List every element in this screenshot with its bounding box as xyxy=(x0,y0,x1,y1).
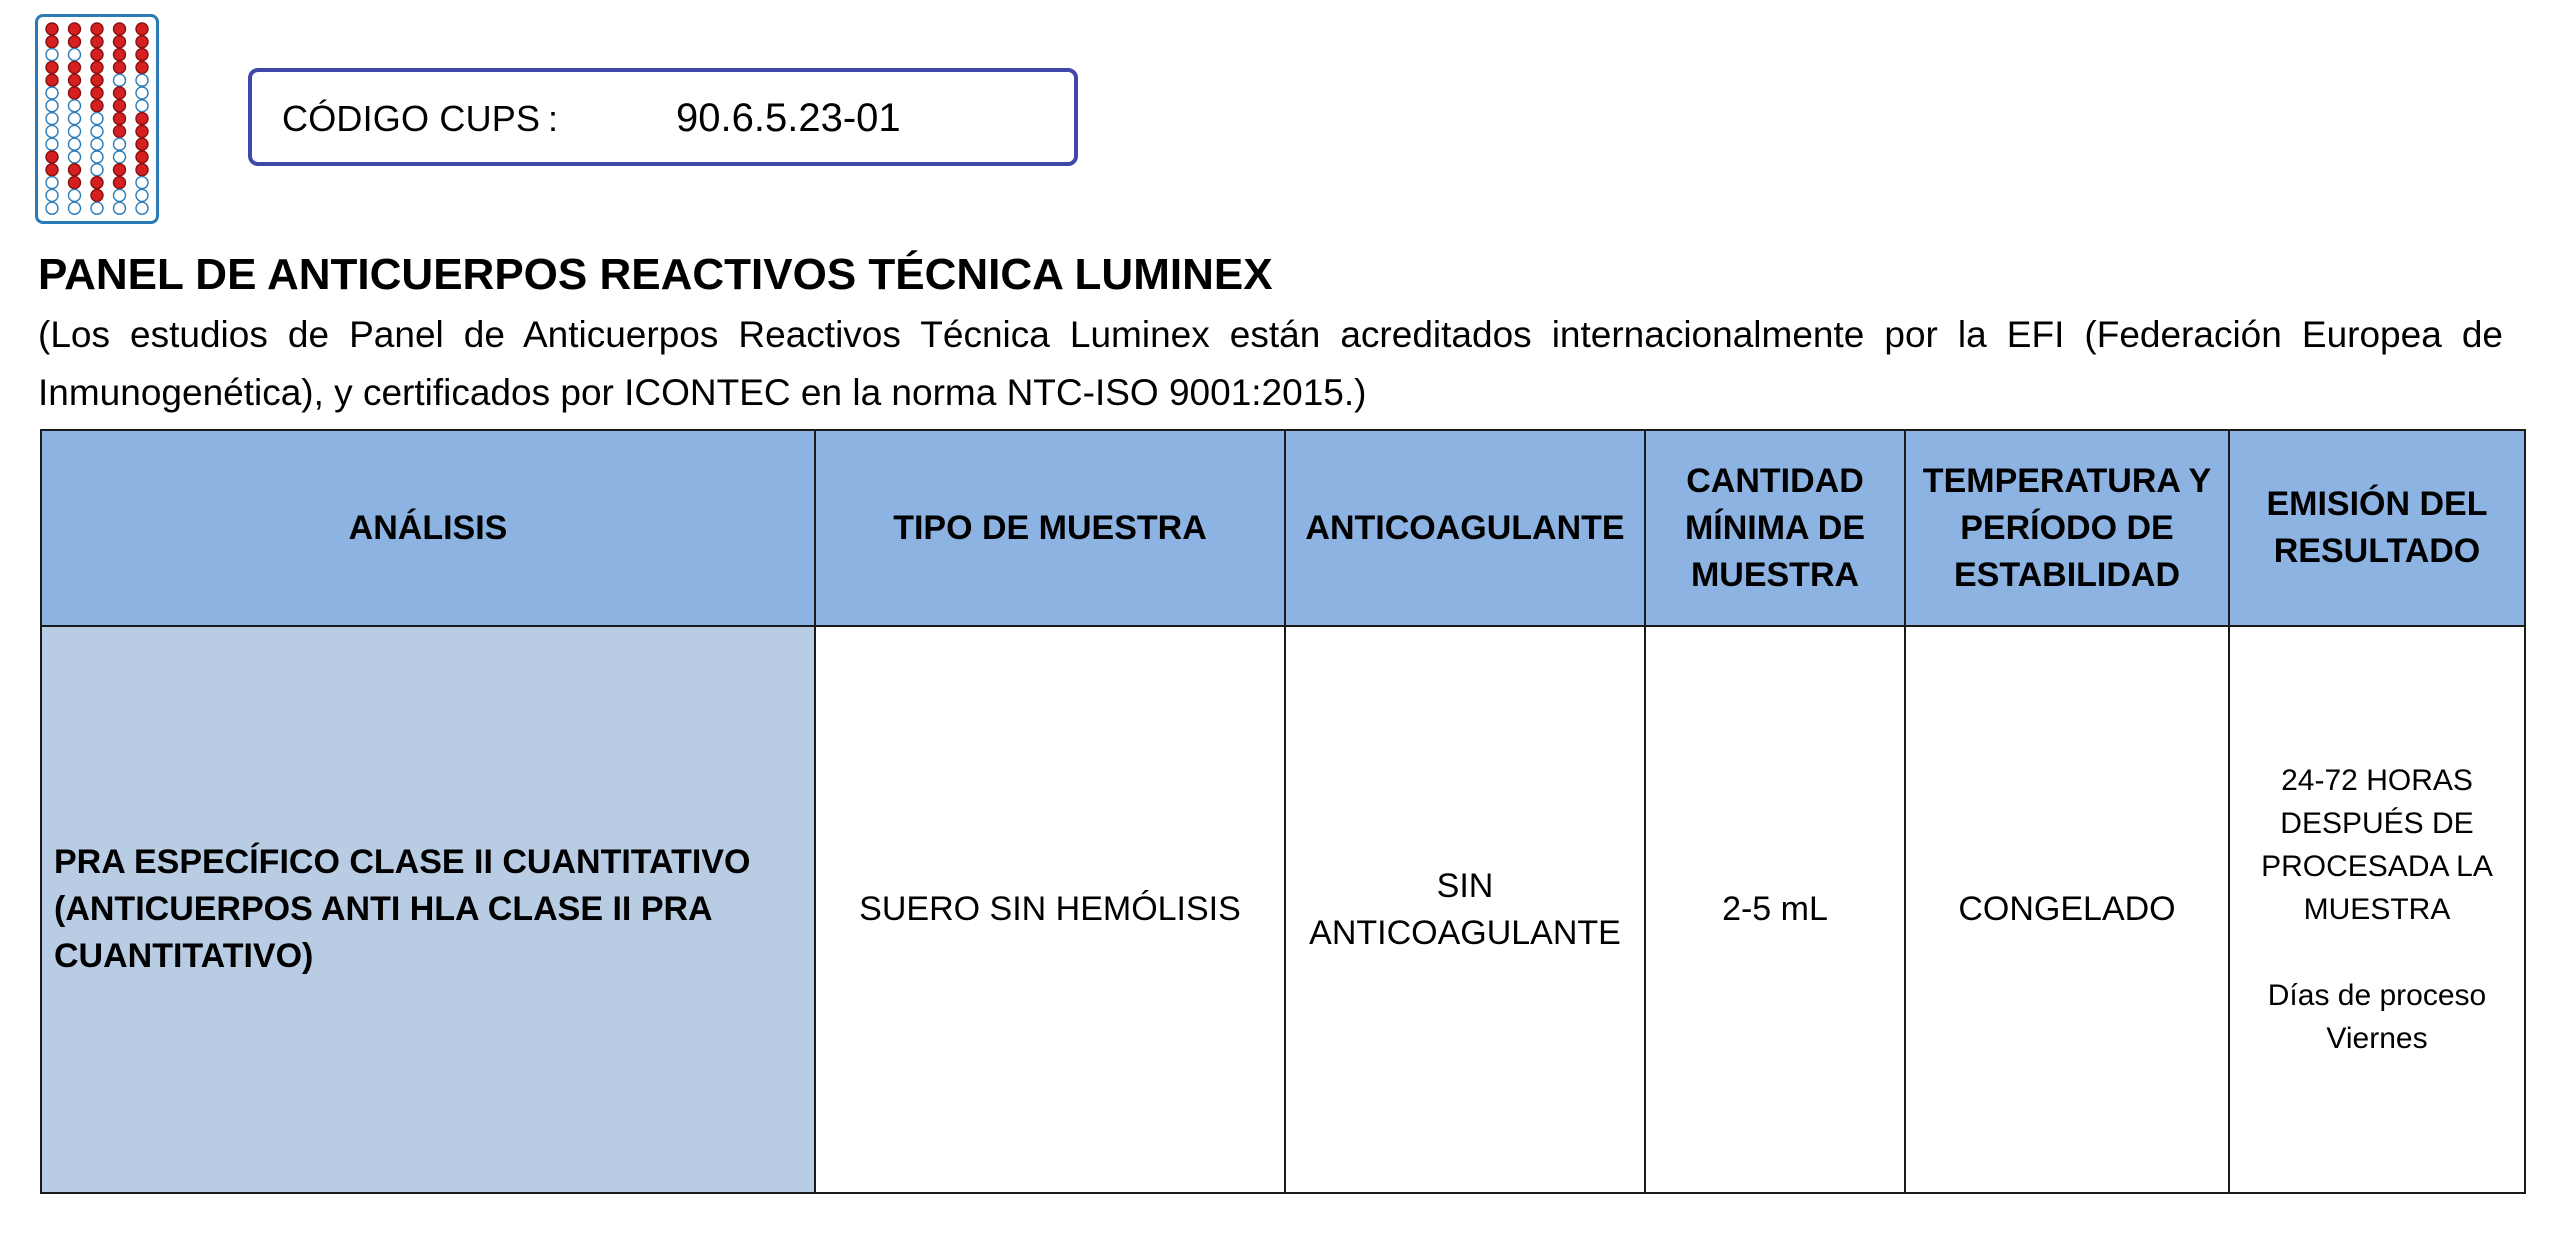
logo-dot-filled xyxy=(114,177,126,189)
header-min-quantity-line: MUESTRA xyxy=(1690,555,1860,594)
logo-dot-empty xyxy=(69,151,81,163)
logo-dot-filled xyxy=(69,177,81,189)
logo-dot-empty xyxy=(91,113,103,125)
cell-sample-type xyxy=(815,626,1285,1193)
result-emission-line: MUESTRA xyxy=(2303,893,2451,926)
logo-dot-filled xyxy=(46,23,58,35)
logo-dot-empty xyxy=(91,164,103,176)
logo-dot-empty xyxy=(46,125,58,137)
logo-dot-filled xyxy=(91,23,103,35)
process-days-label: Días de proceso xyxy=(2267,979,2487,1012)
cups-code-label: CÓDIGO CUPS xyxy=(282,98,541,139)
logo-dot-filled xyxy=(114,36,126,48)
logo-dot-empty xyxy=(114,151,126,163)
logo-dot-filled xyxy=(91,87,103,99)
lab-logo xyxy=(35,14,159,224)
accreditation-note: (Los estudios de Panel de Anticuerpos Reactivos Técnica Luminex están acreditados internacionalmente por la EFI (Federación Europea de Inmunogenética), y certificados por ICONTEC en la norma NTC-ISO 9001:2015.) xyxy=(38,314,2503,413)
logo-dot-empty xyxy=(91,125,103,137)
logo-dot-filled xyxy=(114,61,126,73)
logo-dot-filled xyxy=(114,113,126,125)
logo-dot-filled xyxy=(46,164,58,176)
cell-result-emission xyxy=(2229,626,2525,1193)
logo-dot-empty xyxy=(46,177,58,189)
analysis-line: PRA ESPECÍFICO CLASE II CUANTITATIVO xyxy=(54,843,751,881)
header-min-quantity-line: MÍNIMA DE xyxy=(1684,508,1866,547)
logo-dot-filled xyxy=(91,49,103,61)
logo-dot-filled xyxy=(91,74,103,86)
logo-dot-filled xyxy=(69,61,81,73)
spacer xyxy=(2240,931,2514,974)
table-header-row xyxy=(41,430,2525,626)
logo-dot-empty xyxy=(69,100,81,112)
header-temperature-line: ESTABILIDAD xyxy=(1953,555,2181,594)
logo-dot-filled xyxy=(136,49,148,61)
logo-dot-empty xyxy=(46,202,58,214)
header-temperature-line: PERÍODO DE xyxy=(1960,508,2174,547)
cell-temperature xyxy=(1905,626,2229,1193)
logo-dot-empty xyxy=(69,202,81,214)
logo-dot-empty xyxy=(46,87,58,99)
logo-dot-empty xyxy=(69,189,81,201)
logo-dot-filled xyxy=(136,61,148,73)
analysis-line: (ANTICUERPOS ANTI HLA CLASE II PRA xyxy=(54,890,713,928)
logo-dot-filled xyxy=(136,113,148,125)
logo-dot-empty xyxy=(114,189,126,201)
logo-dot-empty xyxy=(114,138,126,150)
logo-dot-filled xyxy=(136,138,148,150)
logo-dot-empty xyxy=(69,49,81,61)
logo-dot-empty xyxy=(46,138,58,150)
lab-sample-plate-icon xyxy=(38,17,156,221)
logo-dot-empty xyxy=(46,189,58,201)
logo-dot-empty xyxy=(136,100,148,112)
table-row xyxy=(41,626,2525,1193)
logo-dot-filled xyxy=(69,74,81,86)
logo-dot-filled xyxy=(114,164,126,176)
logo-dot-empty xyxy=(114,74,126,86)
cups-code-separator: : xyxy=(548,98,559,139)
logo-dot-filled xyxy=(46,151,58,163)
logo-dot-empty xyxy=(46,100,58,112)
cups-code-box xyxy=(248,68,1078,166)
logo-dot-filled xyxy=(91,61,103,73)
result-emission-line: DESPUÉS DE xyxy=(2280,807,2474,840)
header-temperature xyxy=(1905,430,2229,626)
header-analysis-label: ANÁLISIS xyxy=(348,508,508,547)
temperature-value: CONGELADO xyxy=(1958,890,2176,928)
cell-min-quantity xyxy=(1645,626,1905,1193)
result-emission-line: PROCESADA LA xyxy=(2261,850,2493,883)
logo-dot-filled xyxy=(136,36,148,48)
logo-dot-filled xyxy=(91,189,103,201)
header-anticoagulant xyxy=(1285,430,1645,626)
logo-dot-empty xyxy=(69,113,81,125)
document-title: PANEL DE ANTICUERPOS REACTIVOS TÉCNICA LUMINEX xyxy=(38,250,1273,299)
logo-dot-filled xyxy=(69,164,81,176)
logo-dot-empty xyxy=(46,113,58,125)
cell-analysis xyxy=(41,626,815,1193)
min-quantity-value: 2-5 mL xyxy=(1722,890,1828,928)
logo-dot-empty xyxy=(69,125,81,137)
logo-dot-filled xyxy=(114,100,126,112)
logo-dot-filled xyxy=(69,23,81,35)
logo-dot-filled xyxy=(114,87,126,99)
process-days-value: Viernes xyxy=(2326,1022,2428,1055)
logo-dot-filled xyxy=(69,36,81,48)
logo-dot-empty xyxy=(46,49,58,61)
logo-dot-filled xyxy=(91,100,103,112)
header-min-quantity xyxy=(1645,430,1905,626)
logo-dot-empty xyxy=(136,189,148,201)
analysis-line: CUANTITATIVO) xyxy=(54,937,314,975)
logo-dot-empty xyxy=(136,202,148,214)
logo-dot-empty xyxy=(91,151,103,163)
sample-type-value: SUERO SIN HEMÓLISIS xyxy=(859,890,1241,928)
logo-dot-empty xyxy=(114,202,126,214)
logo-dot-empty xyxy=(91,202,103,214)
logo-dot-filled xyxy=(91,36,103,48)
header-sample-type-label: TIPO DE MUESTRA xyxy=(893,508,1207,547)
logo-dot-filled xyxy=(91,177,103,189)
cell-anticoagulant xyxy=(1285,626,1645,1193)
logo-dot-filled xyxy=(114,23,126,35)
logo-dot-filled xyxy=(136,151,148,163)
result-emission-line: 24-72 HORAS xyxy=(2281,764,2473,797)
header-analysis xyxy=(41,430,815,626)
header-temperature-line: TEMPERATURA Y xyxy=(1922,461,2212,500)
logo-dot-filled xyxy=(69,87,81,99)
logo-dot-filled xyxy=(136,125,148,137)
logo-dot-empty xyxy=(136,177,148,189)
logo-dot-filled xyxy=(136,164,148,176)
cups-code-value: 90.6.5.23-01 xyxy=(676,96,901,140)
header-result-emission-line: EMISIÓN DEL xyxy=(2266,485,2488,523)
logo-dot-filled xyxy=(46,36,58,48)
header-min-quantity-line: CANTIDAD xyxy=(1686,461,1864,500)
logo-dot-filled xyxy=(114,49,126,61)
logo-dot-empty xyxy=(69,138,81,150)
header-sample-type xyxy=(815,430,1285,626)
logo-dot-empty xyxy=(136,87,148,99)
header-anticoagulant-label: ANTICOAGULANTE xyxy=(1305,508,1625,547)
logo-dot-filled xyxy=(136,23,148,35)
header-result-emission xyxy=(2229,430,2525,626)
logo-dot-filled xyxy=(46,61,58,73)
logo-dot-filled xyxy=(46,74,58,86)
logo-dot-filled xyxy=(114,125,126,137)
logo-dot-empty xyxy=(136,74,148,86)
anticoagulant-line: ANTICOAGULANTE xyxy=(1309,913,1621,952)
sample-requirements-table xyxy=(40,429,2526,1194)
anticoagulant-line: SIN xyxy=(1436,866,1494,905)
header-result-emission-line: RESULTADO xyxy=(2273,532,2481,570)
logo-dot-empty xyxy=(91,138,103,150)
